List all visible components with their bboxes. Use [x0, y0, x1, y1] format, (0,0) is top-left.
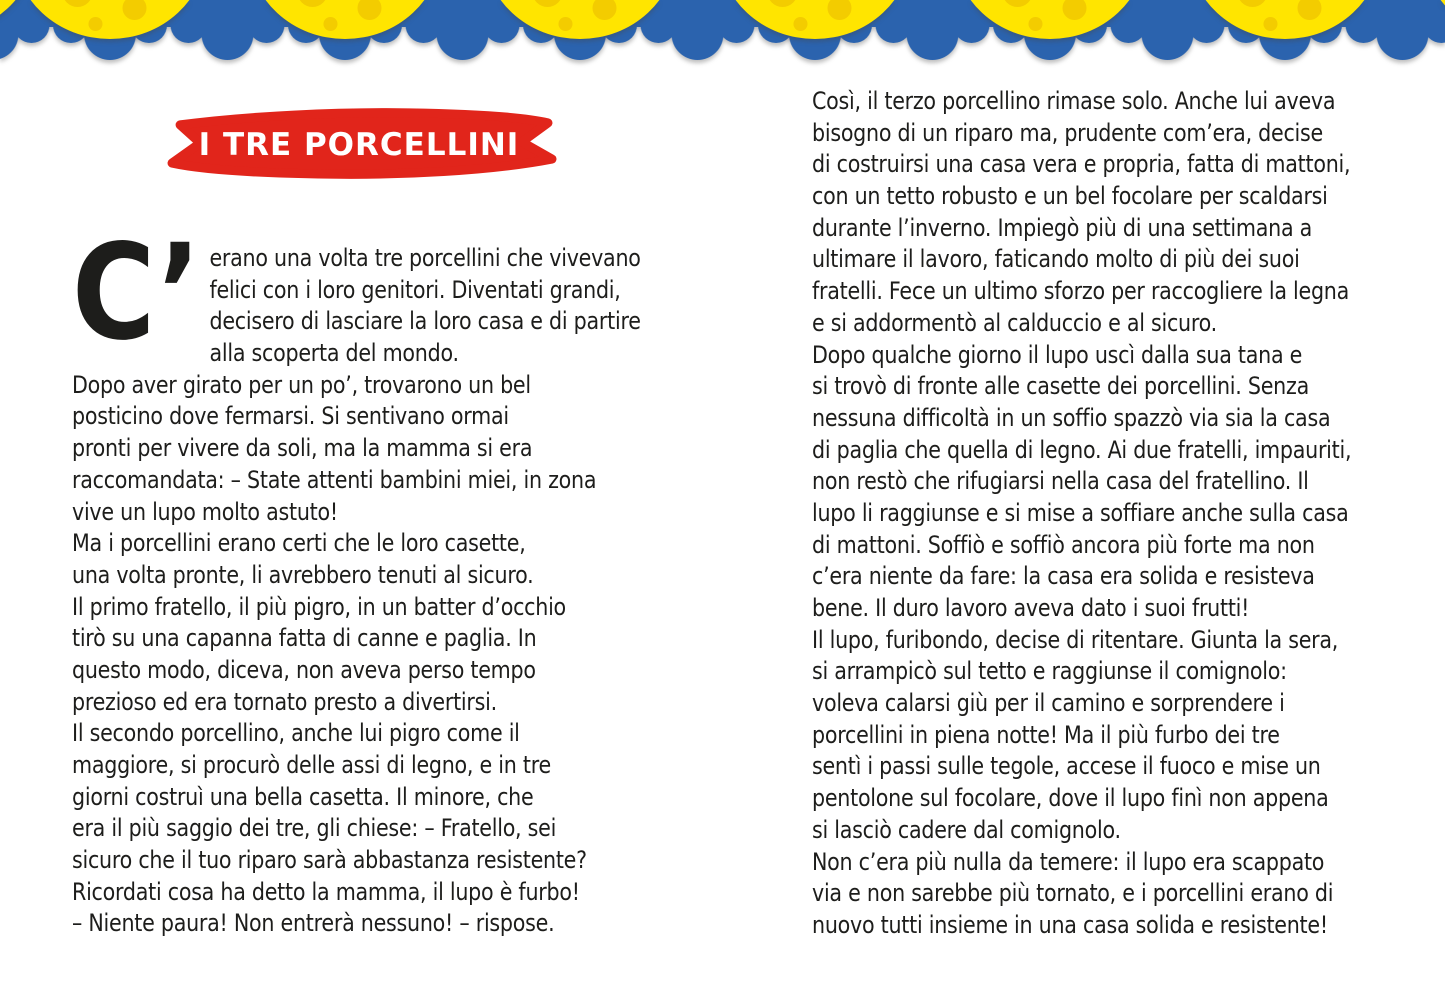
text-line: ultimare il lavoro, faticando molto di più dei suoi	[812, 245, 1300, 274]
text-line: si lasciò cadere dal comignolo.	[812, 815, 1121, 844]
text-line: felici con i loro genitori. Diventati grandi,	[209, 275, 621, 304]
text-line: Così, il terzo porcellino rimase solo. Anche lui aveva	[812, 87, 1336, 115]
text-line: di paglia che quella di legno. Ai due fratelli, impauriti,	[812, 435, 1352, 464]
text-line: maggiore, si procurò delle assi di legno, e in tre	[72, 751, 551, 779]
text-line: Non c’era più nulla da temere: il lupo era scappato	[812, 847, 1325, 876]
text-line: nessuna difficoltà in un soffio spazzò via sia la casa	[812, 403, 1331, 432]
text-line: posticino dove fermarsi. Si sentivano ormai	[72, 402, 509, 431]
text-line: raccomandata: – State attenti bambini miei, in zona	[72, 465, 597, 494]
text-line: pentolone sul focolare, dove il lupo finì non appena	[812, 784, 1329, 813]
text-line: porcellini in piena notte! Ma il più furbo dei tre	[812, 720, 1280, 749]
story-column-right	[812, 86, 1405, 942]
text-line: con un tetto robusto e un bel focolare per scaldarsi	[812, 182, 1328, 211]
text-line: bene. Il duro lavoro aveva dato i suoi frutti!	[812, 594, 1250, 622]
text-line: e si addormentò al calduccio e al sicuro.	[812, 308, 1217, 337]
text-line: Ma i porcellini erano certi che le loro casette,	[72, 529, 526, 558]
text-line: via e non sarebbe più tornato, e i porcellini erano di	[812, 879, 1334, 908]
text-line: si trovò di fronte alle casette dei porcellini. Senza	[812, 372, 1309, 401]
text-line: – Niente paura! Non entrerà nessuno! – rispose.	[72, 909, 555, 938]
text-line: sicuro che il tuo riparo sarà abbastanza resistente?	[72, 846, 587, 875]
yellow-balloon-layer	[0, 0, 1445, 82]
text-line: fratelli. Fece un ultimo sforzo per raccogliere la legna	[812, 277, 1350, 306]
text-line: Il secondo porcellino, anche lui pigro come il	[72, 719, 520, 748]
text-line: una volta pronte, li avrebbero tenuti al sicuro.	[72, 560, 534, 589]
text-line: di mattoni. Soffiò e soffiò ancora più forte ma non	[812, 530, 1315, 559]
page-title: I TRE PORCELLINI	[198, 127, 520, 163]
text-line: Ricordati cosa ha detto la mamma, il lupo è furbo!	[72, 877, 580, 906]
text-line: tirò su una capanna fatta di canne e paglia. In	[72, 624, 537, 653]
text-line: non restò che rifugiarsi nella casa del fratellino. Il	[812, 467, 1309, 496]
text-line: si arrampicò sul tetto e raggiunse il comignolo:	[812, 657, 1287, 686]
text-line: prezioso ed era tornato presto a divertirsi.	[72, 687, 497, 716]
text-line: alla scoperta del mondo.	[209, 339, 459, 368]
text-line: pronti per vivere da soli, ma la mamma si era	[72, 434, 533, 463]
text-line: durante l’inverno. Impiegò più di una settimana a	[812, 213, 1313, 242]
text-line: sentì i passi sulle tegole, accese il fuoco e mise un	[812, 752, 1321, 781]
text-line: di costruirsi una casa vera e propria, fatta di mattoni,	[812, 150, 1351, 179]
text-line: vive un lupo molto astuto!	[72, 497, 338, 526]
text-line: era il più saggio dei tre, gli chiese: – Fratello, sei	[72, 814, 557, 843]
text-line: questo modo, diceva, non aveva perso tempo	[72, 655, 536, 684]
story-column-left	[72, 216, 665, 940]
text-line: lupo li raggiunse e si mise a soffiare anche sulla casa	[812, 498, 1349, 527]
bunting-border-graphic	[0, 0, 1445, 82]
text-line: Dopo qualche giorno il lupo uscì dalla sua tana e	[812, 340, 1303, 369]
title-banner	[158, 106, 560, 180]
text-line: giorni costruì una bella casetta. Il minore, che	[72, 782, 534, 811]
text-line: Dopo aver girato per un po’, trovarono un bel	[72, 370, 531, 399]
text-line: erano una volta tre porcellini che vivevano	[209, 244, 641, 272]
text-line: voleva calarsi giù per il camino e sorprendere i	[812, 689, 1285, 718]
drop-cap: C’	[72, 216, 200, 370]
top-border-decoration	[0, 0, 1445, 80]
text-line: c’era niente da fare: la casa era solida e resisteva	[812, 562, 1315, 591]
story-text-right	[812, 86, 1405, 942]
text-line: decisero di lasciare la loro casa e di partire	[209, 307, 641, 336]
text-line: bisogno di un riparo ma, prudente com’era, decise	[812, 118, 1323, 147]
text-line: Il lupo, furibondo, decise di ritentare. Giunta la sera,	[812, 625, 1339, 654]
text-line: nuovo tutti insieme in una casa solida e resistente!	[812, 910, 1328, 939]
text-line: Il primo fratello, il più pigro, in un batter d’occhio	[72, 592, 566, 621]
